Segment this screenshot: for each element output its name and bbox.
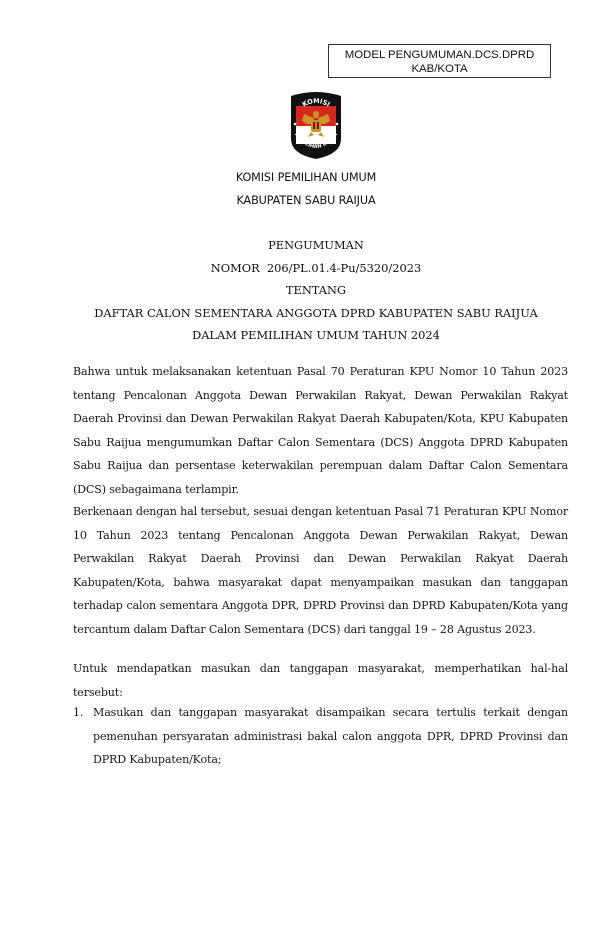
model-label-line2: KAB/KOTA — [411, 63, 468, 75]
body-paragraph-2: Berkenaan dengan hal tersebut, sesuai dengan ketentuan Pasal 71 Peraturan KPU Nomor 10 Tahun 2023 tentang Pencalonan Anggota Dewan Perwakilan Rakyat, Dewan Perwakilan Rakyat Daerah Provinsi dan Dewan Perwakilan Rakyat Daerah Kabupaten/Kota, bahwa masyarakat dapat menyampaikan masukan dan tanggapan terhadap calon sementara Anggota DPR, DPRD Provinsi dan DPRD Kabupaten/Kota yang tercantum dalam Daftar Calon Sementara (DCS) dari tanggal 19 – 28 Agustus 2023. — [73, 505, 568, 636]
list-item-text: Masukan dan tanggapan masyarakat disampaikan secara tertulis terkait dengan pemenuhan persyaratan administrasi bakal calon anggota DPR, DPRD Provinsi dan DPRD Kabupaten/Kota; — [93, 706, 568, 766]
title-line-election: DALAM PEMILIHAN UMUM TAHUN 2024 — [192, 328, 440, 342]
announcement-title — [60, 234, 572, 347]
logo-bottom-text: PEMILIHAN UMUM — [292, 131, 340, 151]
title-line-subject: DAFTAR CALON SEMENTARA ANGGOTA DPRD KABUPATEN SABU RAIJUA — [94, 305, 538, 320]
title-line-pengumuman: PENGUMUMAN — [268, 238, 364, 252]
requirements-list — [73, 701, 568, 772]
org-name: KOMISI PEMILIHAN UMUM — [235, 171, 377, 184]
body-paragraph-3: Untuk mendapatkan masukan dan tanggapan masyarakat, memperhatikan hal-hal tersebut: — [73, 662, 568, 699]
kpu-garuda-logo-icon — [287, 91, 345, 159]
org-region: KABUPATEN SABU RAIJUA — [236, 194, 376, 207]
model-label-line1: MODEL PENGUMUMAN.DCS.DPRD — [344, 49, 535, 61]
list-item — [73, 701, 568, 772]
model-label-box — [328, 44, 551, 78]
title-line-nomor: NOMOR 206/PL.01.4-Pu/5320/2023 — [210, 260, 422, 275]
list-item-number: 1. — [73, 706, 84, 719]
body-paragraph-1: Bahwa untuk melaksanakan ketentuan Pasal 70 Peraturan KPU Nomor 10 Tahun 2023 tentang Pencalonan Anggota Dewan Perwakilan Rakyat, Dewan Perwakilan Rakyat Daerah Provinsi dan Dewan Perwakilan Rakyat Daerah Kabupaten/Kota, KPU Kabupaten Sabu Raijua mengumumkan Daftar Calon Sementara (DCS) Anggota DPRD Kabupaten Sabu Raijua dan persentase keterwakilan perempuan dalam Daftar Calon Sementara (DCS) sebagaimana terlampir. — [73, 365, 568, 496]
title-line-tentang: TENTANG — [285, 283, 347, 297]
logo-top-text: KOMISI — [300, 96, 332, 109]
